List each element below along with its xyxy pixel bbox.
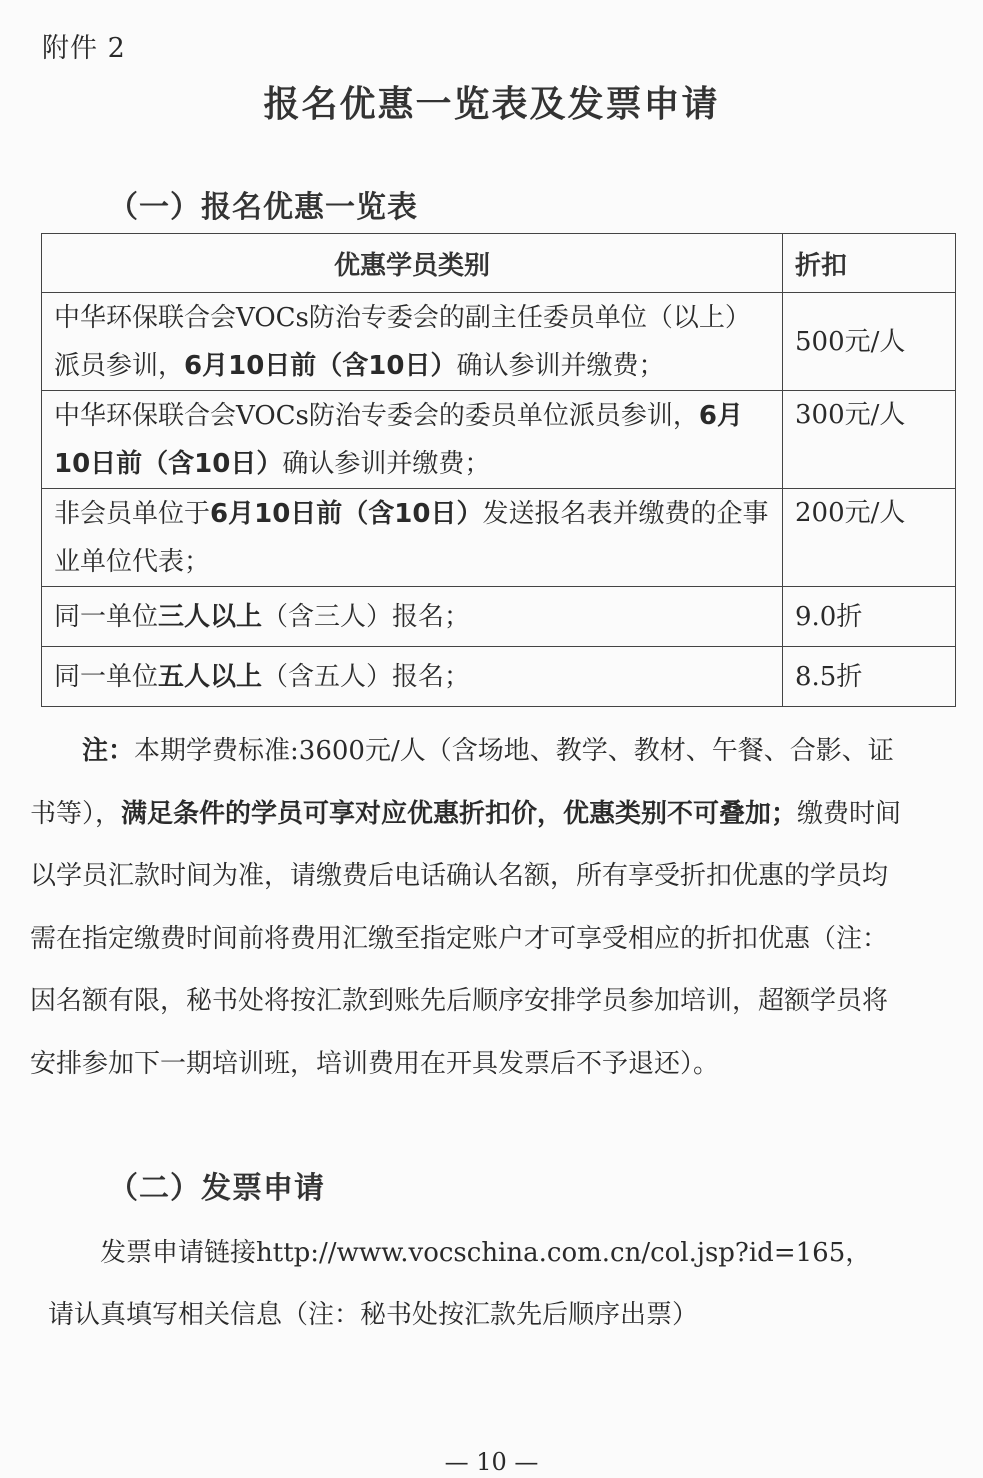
table-row [42,391,956,489]
fee-note [30,720,910,1095]
table-header-row [42,234,956,293]
page-number: — 10 — [444,1448,539,1476]
category-cell: 同一单位三人以上（含三人）报名； [42,587,783,647]
category-cell: 同一单位五人以上（含五人）报名； [42,647,783,707]
note-text: 缴费时间以学员汇款时间为准，请缴费后电话确认名额，所有享受折扣优惠的学员均需在指定缴费时间前将费用汇缴至指定账户才可享受相应的折扣优惠（注：因名额有限，秘书处将按汇款到账先后顺序安排学员参加培训，超额学员将安排参加下一期培训班，培训费用在开具发票后不予退还）。 [30,798,902,1079]
invoice-paragraph [48,1222,928,1346]
document-title: 报名优惠一览表及发票申请 [263,84,720,125]
category-cell: 非会员单位于6月10日前（含10日）发送报名表并缴费的企事业单位代表； [42,489,783,587]
table-row [42,587,956,647]
discount-table [41,233,956,707]
note-label: 注： [82,736,135,766]
invoice-link-text: 发票申请链接http://www.vocschina.com.cn/col.jsp?id=165， [100,1238,872,1268]
invoice-instruction: 请认真填写相关信息（注：秘书处按汇款先后顺序出票） [48,1300,699,1330]
note-text: 本期学费标准:3600元/人（含场地、教学、教材、午餐、合影、证书等）， [30,736,894,829]
note-bold-text: 满足条件的学员可享对应优惠折扣价，优惠类别不可叠加； [121,798,798,829]
discount-cell: 500元/人 [783,293,956,391]
discount-cell: 300元/人 [783,391,956,489]
table-row [42,293,956,391]
section-heading-invoice: （二）发票申请 [108,1171,325,1206]
table-row [42,647,956,707]
discount-cell: 200元/人 [783,489,956,587]
attachment-label: 附件 2 [42,33,126,64]
table-row [42,489,956,587]
header-discount: 折扣 [783,234,956,293]
category-cell: 中华环保联合会VOCs防治专委会的副主任委员单位（以上）派员参训，6月10日前（含10日）确认参训并缴费； [42,293,783,391]
discount-cell: 8.5折 [783,647,956,707]
discount-cell: 9.0折 [783,587,956,647]
category-cell: 中华环保联合会VOCs防治专委会的委员单位派员参训，6月10日前（含10日）确认参训并缴费； [42,391,783,489]
section-heading-discounts: （一）报名优惠一览表 [108,190,418,225]
header-category: 优惠学员类别 [42,234,783,293]
